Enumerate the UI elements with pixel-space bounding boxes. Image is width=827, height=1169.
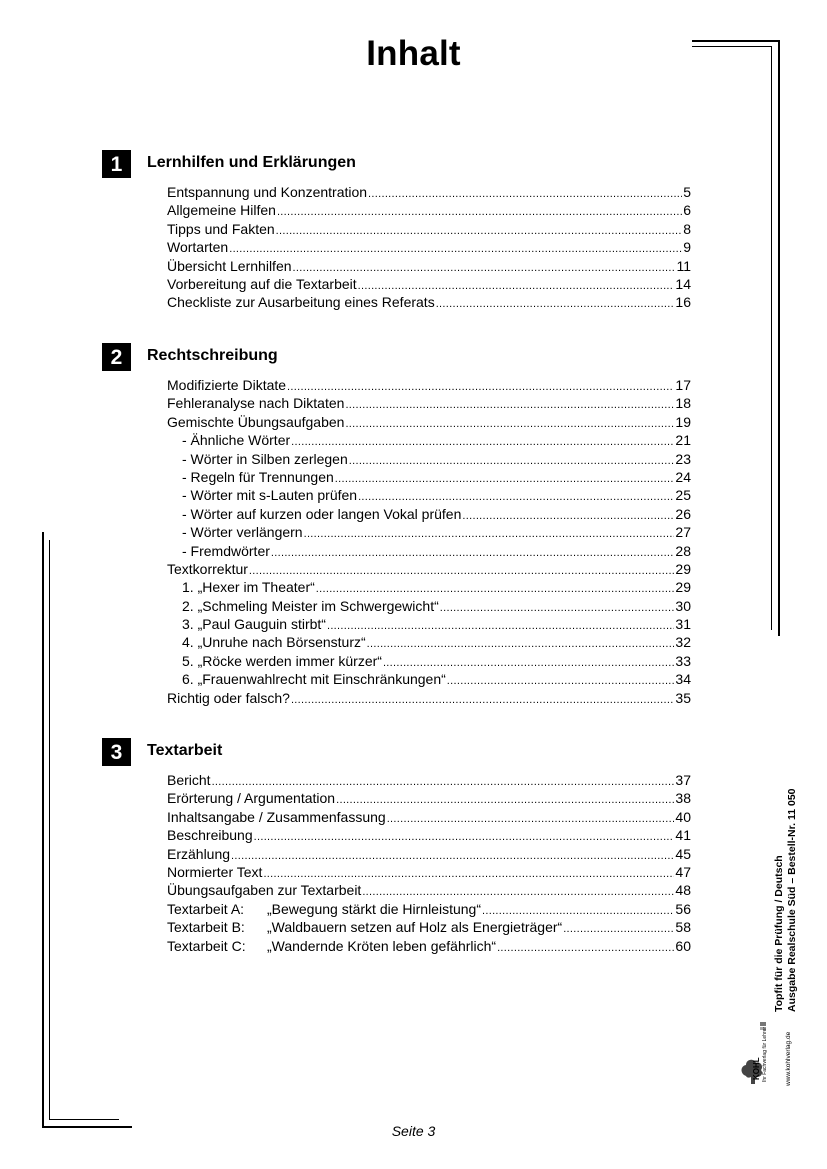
toc-page-number: 29 — [675, 579, 691, 596]
toc-page-number: 8 — [683, 220, 691, 237]
toc-entry-prefix: Textarbeit B: — [167, 919, 245, 936]
section-number-badge: 2 — [102, 343, 131, 371]
dot-leader — [482, 902, 674, 920]
toc-page-number: 30 — [675, 597, 691, 614]
toc-entry — [167, 597, 691, 615]
side-caption — [773, 756, 799, 1012]
toc-page-number: 33 — [675, 652, 691, 669]
dot-leader — [254, 828, 675, 846]
dot-leader — [358, 488, 674, 506]
toc-page-number: 41 — [675, 827, 691, 844]
toc-entry — [167, 826, 691, 844]
toc-page-number: 16 — [675, 294, 691, 311]
toc-entry — [167, 431, 691, 449]
side-caption-line1: Topfit für die Prüfung / Deutsch — [773, 855, 785, 1012]
toc-entry — [167, 523, 691, 541]
dot-leader — [291, 691, 674, 709]
section-title: Rechtschreibung — [147, 347, 278, 364]
toc-page-number: 58 — [675, 919, 691, 936]
dot-leader — [277, 203, 682, 221]
toc-entry — [167, 771, 691, 789]
toc-page-number: 34 — [675, 671, 691, 688]
toc-entry — [167, 293, 691, 311]
dot-leader — [362, 883, 674, 901]
dot-leader — [436, 295, 675, 313]
toc-entry-label: Richtig oder falsch? — [167, 689, 290, 706]
toc-entry — [167, 275, 691, 293]
toc-entry-label: Fehleranalyse nach Diktaten — [167, 395, 345, 412]
toc-page-number: 26 — [675, 505, 691, 522]
toc-entry — [167, 689, 691, 707]
toc-page-number: 24 — [675, 468, 691, 485]
dot-leader — [336, 791, 674, 809]
dot-leader — [358, 277, 675, 295]
section-heading — [102, 343, 692, 371]
dot-leader — [447, 672, 675, 690]
toc-entry-list — [167, 771, 691, 955]
toc-page-number: 45 — [675, 845, 691, 862]
toc-entry — [167, 257, 691, 275]
section-number-badge: 1 — [102, 150, 131, 178]
toc-entry — [167, 505, 691, 523]
toc-entry — [167, 542, 691, 560]
toc-page-number: 60 — [675, 937, 691, 954]
toc-entry-label: 5. „Röcke werden immer kürzer“ — [182, 652, 382, 669]
toc-entry-label: Vorbereitung auf die Textarbeit — [167, 275, 357, 292]
toc-entry-label: - Regeln für Trennungen — [182, 468, 334, 485]
toc-entry-label: Allgemeine Hilfen — [167, 202, 276, 219]
toc-page-number: 47 — [675, 863, 691, 880]
toc-entry-title: „Bewegung stärkt die Hirnleistung“ — [267, 900, 481, 917]
publisher-url: www.kohlverlag.de — [785, 1031, 792, 1086]
toc-entry — [167, 413, 691, 431]
frame-line — [771, 46, 772, 630]
toc-page-number: 48 — [675, 882, 691, 899]
toc-entry — [167, 615, 691, 633]
toc-section — [102, 343, 692, 706]
toc-entry-label — [167, 918, 562, 936]
toc-entry-list — [167, 183, 691, 312]
toc-page-number: 23 — [675, 450, 691, 467]
toc-entry-label: Erörterung / Argumentation — [167, 790, 336, 807]
toc-page-number: 11 — [676, 257, 691, 274]
toc-entry-label: Beschreibung — [167, 827, 253, 844]
toc-entry — [167, 238, 691, 256]
section-heading — [102, 150, 692, 178]
toc-page-number: 35 — [675, 689, 691, 706]
toc-page-number: 18 — [675, 395, 691, 412]
toc-entry-label: Übersicht Lernhilfen — [167, 257, 292, 274]
toc-entry-label: Bericht — [167, 772, 211, 788]
toc-entry-title: „Waldbauern setzen auf Holz als Energieträger“ — [267, 919, 563, 936]
toc-entry-label: 1. „Hexer im Theater“ — [182, 579, 315, 596]
toc-page-number: 5 — [683, 184, 691, 200]
toc-entry-label: Erzählung — [167, 845, 231, 862]
toc-entry — [167, 201, 691, 219]
section-title: Lernhilfen und Erklärungen — [147, 154, 356, 171]
toc-page-number: 25 — [675, 487, 691, 504]
toc-entry-label: - Fremdwörter — [182, 542, 270, 559]
toc-entry-label: Modifizierte Diktate — [167, 377, 287, 393]
toc-entry-label: - Wörter mit s-Lauten prüfen — [182, 487, 358, 504]
dot-leader — [304, 525, 675, 543]
toc-entry — [167, 652, 691, 670]
toc-section — [102, 150, 692, 311]
toc-entry-label: Entspannung und Konzentration — [167, 184, 368, 200]
dot-leader — [212, 773, 675, 791]
toc-entry-label: Tipps und Fakten — [167, 220, 275, 237]
frame-line — [778, 40, 780, 636]
toc-entry-label: - Wörter verlängern — [182, 524, 303, 541]
dot-leader — [462, 507, 674, 525]
toc-entry — [167, 394, 691, 412]
toc-entry — [167, 881, 691, 899]
toc-entry — [167, 220, 691, 238]
section-title: Textarbeit — [147, 742, 223, 759]
toc-entry — [167, 845, 691, 863]
frame-line — [49, 540, 50, 1120]
toc-page-number: 6 — [683, 202, 691, 219]
dot-leader — [263, 865, 674, 883]
toc-entry-label: - Ähnliche Wörter — [182, 432, 291, 449]
toc-entry — [167, 183, 691, 201]
dot-leader — [327, 617, 674, 635]
toc-page-number: 32 — [675, 634, 691, 651]
toc-page-number: 28 — [675, 542, 691, 559]
toc-page-number: 9 — [683, 239, 691, 256]
toc-entry-label: 2. „Schmeling Meister im Schwergewicht“ — [182, 597, 439, 614]
dot-leader — [368, 185, 682, 203]
toc-entry-label: Wortarten — [167, 239, 229, 256]
toc-entry-label: Übungsaufgaben zur Textarbeit — [167, 882, 362, 899]
dot-leader — [276, 222, 683, 240]
toc-page-number: 14 — [675, 275, 691, 292]
toc-page-number: 21 — [675, 432, 691, 449]
dot-leader — [229, 240, 682, 258]
toc-entry-label: Inhaltsangabe / Zusammenfassung — [167, 808, 386, 825]
toc-entry-list — [167, 376, 691, 707]
frame-line — [42, 532, 44, 1128]
section-number-badge: 3 — [102, 738, 131, 766]
publisher-name: KOHL — [752, 1057, 761, 1080]
dot-leader — [440, 599, 675, 617]
toc-page-number: 56 — [675, 900, 691, 917]
dot-leader — [563, 920, 674, 938]
toc-page-number: 38 — [675, 790, 691, 807]
dot-leader — [345, 415, 674, 433]
toc-entry-label: 4. „Unruhe nach Börsensturz“ — [182, 634, 366, 651]
toc-entry-label: 6. „Frauenwahlrecht mit Einschränkungen“ — [182, 671, 446, 688]
dot-leader — [231, 847, 674, 865]
frame-line — [49, 1119, 119, 1120]
dot-leader — [367, 635, 675, 653]
dot-leader — [345, 396, 674, 414]
toc-entry — [167, 560, 691, 578]
toc-entry — [167, 918, 691, 936]
toc-entry — [167, 450, 691, 468]
toc-entry — [167, 900, 691, 918]
toc-entry-label: Gemischte Übungsaufgaben — [167, 413, 345, 430]
toc-page-number: 17 — [675, 377, 691, 393]
toc-entry — [167, 633, 691, 651]
toc-entry-label — [167, 937, 496, 955]
toc-entry-label: Checkliste zur Ausarbeitung eines Referats — [167, 294, 435, 311]
dot-leader — [293, 259, 676, 277]
toc-entry — [167, 376, 691, 394]
toc-entry — [167, 863, 691, 881]
dot-leader — [291, 433, 674, 451]
toc-page-number: 31 — [675, 616, 691, 633]
dot-leader — [271, 544, 675, 562]
toc-entry-label — [167, 900, 481, 918]
toc-entry — [167, 789, 691, 807]
toc-entry — [167, 468, 691, 486]
toc-page-number: 27 — [675, 524, 691, 541]
page-number: Seite 3 — [391, 1123, 436, 1139]
toc-entry-label: - Wörter auf kurzen oder langen Vokal prüfen — [182, 505, 462, 522]
toc-page-number: 19 — [675, 413, 691, 430]
toc-section — [102, 738, 692, 954]
toc-entry — [167, 937, 691, 955]
toc-page-number: 37 — [675, 772, 691, 788]
toc-entry-label: Normierter Text — [167, 863, 263, 880]
section-heading — [102, 738, 692, 766]
toc-entry-prefix: Textarbeit A: — [167, 900, 245, 917]
toc-page-number: 29 — [675, 560, 691, 577]
toc-entry-prefix: Textarbeit C: — [167, 937, 246, 954]
dot-leader — [383, 654, 674, 672]
toc-entry — [167, 486, 691, 504]
toc-entry — [167, 808, 691, 826]
dot-leader — [249, 562, 675, 580]
side-caption-line2: Ausgabe Realschule Süd – Bestell-Nr. 11 050 — [786, 788, 798, 1012]
dot-leader — [497, 939, 674, 957]
dot-leader — [335, 470, 675, 488]
toc-entry-title: „Wandernde Kröten leben gefährlich“ — [267, 937, 497, 954]
toc-entry-label: 3. „Paul Gauguin stirbt“ — [182, 616, 326, 633]
publisher-tagline: Ihr Fachverlag für Lehrer — [762, 1026, 768, 1082]
dot-leader — [316, 580, 675, 598]
toc-entry-label: Textkorrektur — [167, 560, 248, 577]
dot-leader — [349, 452, 675, 470]
dot-leader — [387, 810, 675, 828]
toc-entry — [167, 578, 691, 596]
toc-entry — [167, 670, 691, 688]
toc-page-number: 40 — [675, 808, 691, 825]
dot-leader — [287, 378, 674, 396]
toc-entry-label: - Wörter in Silben zerlegen — [182, 450, 348, 467]
page-title: Inhalt — [366, 34, 461, 73]
